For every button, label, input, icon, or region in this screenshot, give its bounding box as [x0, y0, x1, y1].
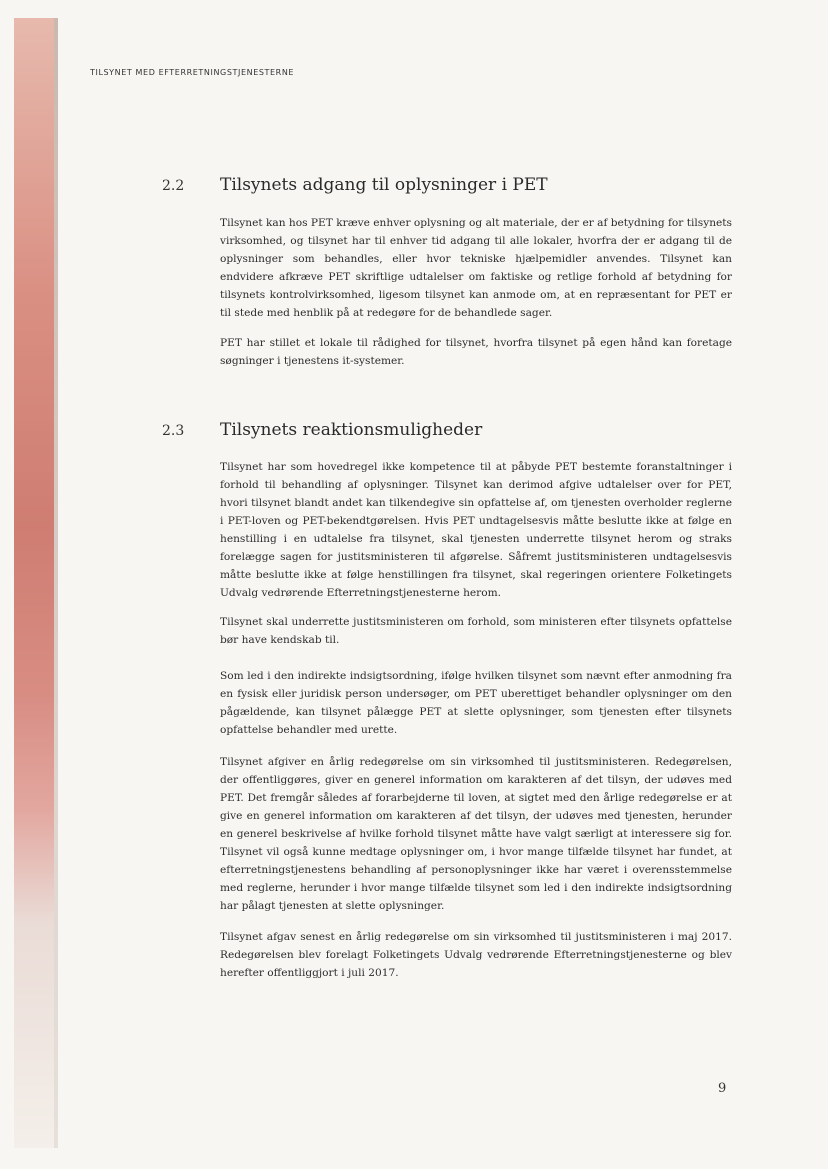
- paragraph: Tilsynet afgav senest en årlig redegørelse om sin virksomhed til justitsministeren i maj 2017. Redegørelsen blev forelagt Folketingets Udvalg vedrørende Efterretningstjenesterne og blev herefter offentliggjort i juli 2017.: [220, 931, 732, 979]
- paragraph: PET har stillet et lokale til rådighed for tilsynet, hvorfra tilsynet på egen hånd kan foretage søgninger i tjenestens it-systemer.: [220, 337, 732, 367]
- section-title: Tilsynets reaktionsmuligheder: [220, 420, 483, 440]
- page-number: 9: [718, 1081, 727, 1096]
- section-number: 2.3: [162, 423, 185, 439]
- paragraph: Som led i den indirekte indsigtsordning, ifølge hvilken tilsynet som nævnt efter anmodning fra en fysisk eller juridisk person undersøger, om PET uberettiget behandler oplysninger om den pågældende, kan tilsynet pålægge PET at slette oplysninger, som tjenesten efter tilsynets opfattelse behandler med urette.: [220, 670, 732, 736]
- section-title: Tilsynets adgang til oplysninger i PET: [220, 175, 548, 195]
- paragraph: Tilsynet kan hos PET kræve enhver oplysning og alt materiale, der er af betydning for tilsynets virksomhed, og tilsynet har til enhver tid adgang til alle lokaler, hvorfra der er adgang til de oplysninger som behandles, eller hvor tekniske hjælpemidler anvendes. Tilsynet kan endvidere afkræve PET skriftlige udtalelser om faktiske og retlige forhold af betydning for tilsynets kontrolvirksomhed, ligesom tilsynet kan anmode om, at en repræsentant for PET er til stede med henblik på at redegøre for de behandlede sager.: [220, 217, 732, 319]
- paragraph: Tilsynet har som hovedregel ikke kompetence til at påbyde PET bestemte foranstaltninger i forhold til behandling af oplysninger. Tilsynet kan derimod afgive udtalelser over for PET, hvori tilsynet blandt andet kan tilkendegive sin opfattelse af, om tjenesten overholder reglerne i PET-loven og PET-bekendtgørelsen. Hvis PET undtagelsesvis måtte beslutte ikke at følge en henstilling i en udtalelse fra tilsynet, skal tjenesten underrette tilsynet herom og straks forelægge sagen for justitsministeren til afgørelse. Såfremt justitsministeren undtagelsesvis måtte beslutte ikke at følge henstillingen fra tilsynet, skal regeringen orientere Folketingets Udvalg vedrørende Efterretningstjenesterne herom.: [220, 461, 732, 599]
- scan-edge-strip: [14, 18, 54, 1148]
- section-number: 2.2: [162, 178, 185, 194]
- paragraph: Tilsynet afgiver en årlig redegørelse om sin virksomhed til justitsministeren. Redegørelsen, der offentliggøres, giver en generel information om karakteren af det tilsyn, der udøves med PET. Det fremgår således af forarbejderne til loven, at sigtet med den årlige redegørelse er at give en generel information om karakteren af det tilsyn, der udøves med tjenesten, herunder en generel beskrivelse af hvilke forhold tilsynet måtte have valgt særligt at interessere sig for. Tilsynet vil også kunne medtage oplysninger om, i hvor mange tilfælde tilsynet har fundet, at efterretningstjenestens behandling af personoplysninger ikke har været i overensstemmelse med reglerne, herunder i hvor mange tilfælde tilsynet som led i den indirekte indsigtsordning har pålagt tjenesten at slette oplysninger.: [220, 756, 732, 912]
- running-head: TILSYNET MED EFTERRETNINGSTJENESTERNE: [90, 68, 295, 77]
- paragraph: Tilsynet skal underrette justitsministeren om forhold, som ministeren efter tilsynets opfattelse bør have kendskab til.: [220, 616, 732, 646]
